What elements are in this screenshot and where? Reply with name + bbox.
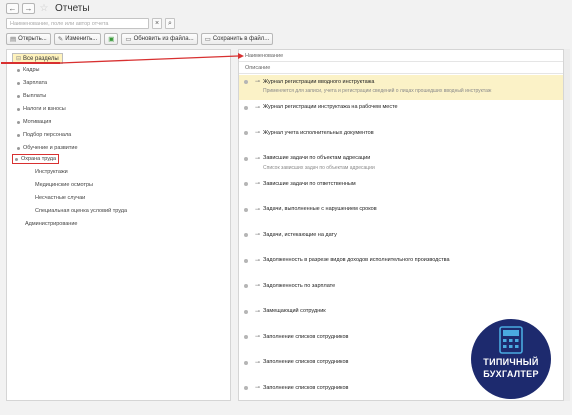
save-to-file-label: Сохранить в файл... <box>212 36 270 42</box>
row-marker-icon <box>244 80 248 84</box>
tree-item-label: Мотивация <box>23 119 52 125</box>
back-arrow-icon: ← <box>8 4 17 13</box>
save-icon-button[interactable] <box>104 33 118 45</box>
report-title <box>255 333 348 340</box>
bullet-icon <box>17 134 20 137</box>
report-title <box>255 180 356 187</box>
report-title <box>255 104 398 111</box>
row-marker-icon <box>244 182 248 186</box>
report-title-text: Задолженность в разрезе видов доходов исполнительного производства <box>263 257 450 263</box>
tree-item-label: Специальная оценка условий труда <box>35 208 128 214</box>
report-row[interactable] <box>239 228 564 253</box>
report-title-text: Журнал учета исполнительных документов <box>263 129 374 136</box>
tree-item-label: Обучение и развитие <box>23 145 78 151</box>
forward-arrow-icon: → <box>24 4 33 13</box>
report-title <box>255 282 335 289</box>
tree-item-spec-ocenka[interactable] <box>35 206 127 216</box>
edit-button-label: Изменить... <box>65 36 98 42</box>
tree-item-administrirovanie[interactable] <box>25 219 77 229</box>
tree-item-instruktazhi[interactable] <box>35 167 68 177</box>
tree-item-label: Кадры <box>23 67 40 73</box>
sections-tree-panel <box>6 49 231 401</box>
bullet-icon <box>17 108 20 111</box>
report-title <box>255 231 337 238</box>
report-title <box>255 78 374 85</box>
report-row[interactable] <box>239 254 564 279</box>
column-header-description[interactable]: Описание <box>239 62 564 74</box>
toolbar <box>6 33 273 45</box>
row-marker-icon <box>244 259 248 263</box>
column-header-name[interactable]: Наименование <box>239 50 564 62</box>
report-icon: ⊸ <box>255 283 261 289</box>
report-title <box>255 129 374 136</box>
tree-item-label: Несчастные случаи <box>35 195 86 201</box>
tree-item-label: Охрана труда <box>21 156 57 162</box>
open-button[interactable] <box>6 33 51 45</box>
close-icon: × <box>154 20 160 27</box>
bullet-icon <box>17 95 20 98</box>
row-marker-icon <box>244 131 248 135</box>
search-icon: ⌕ <box>168 19 172 27</box>
tree-item-label: Зарплата <box>23 80 48 86</box>
row-marker-icon <box>244 106 248 110</box>
report-title <box>255 155 370 162</box>
report-title <box>255 384 348 391</box>
row-marker-icon <box>244 386 248 390</box>
row-marker-icon <box>244 208 248 212</box>
report-title <box>255 308 326 315</box>
report-row[interactable] <box>239 152 564 177</box>
tree-item-obuchenie[interactable] <box>17 143 78 153</box>
badge-line1: ТИПИЧНЫЙ <box>483 357 539 367</box>
bullet-icon <box>17 69 20 72</box>
report-title-text: Журнал регистрации инструктажа на рабочем месте <box>263 104 398 110</box>
badge-line2: БУХГАЛТЕР <box>483 369 539 379</box>
report-row[interactable] <box>239 75 564 100</box>
document-icon: ▤ <box>10 36 17 43</box>
report-row[interactable] <box>239 203 564 228</box>
report-icon: ⊸ <box>255 155 261 162</box>
bullet-icon <box>17 121 20 124</box>
back-button[interactable] <box>6 3 19 14</box>
report-title-text: Заполнение списков сотрудников <box>263 359 349 365</box>
report-icon: ⊸ <box>255 104 261 111</box>
tree-item-label: Медицинские осмотры <box>35 182 93 188</box>
search-button[interactable] <box>165 18 175 29</box>
search-row <box>6 18 175 29</box>
report-icon: ⊸ <box>255 79 261 85</box>
favorite-star-icon[interactable]: ☆ <box>39 3 49 14</box>
report-title <box>255 206 377 213</box>
search-clear-button[interactable] <box>152 18 162 29</box>
tree-item-label: Администрирование <box>25 221 78 227</box>
tree-item-podbor[interactable] <box>17 130 71 140</box>
tree-item-label: Инструктажи <box>35 169 68 175</box>
save-to-file-button[interactable] <box>201 33 274 45</box>
underline-all-sections <box>1 62 60 64</box>
report-icon: ⊸ <box>255 232 261 238</box>
report-icon: ⊸ <box>255 257 261 264</box>
window-title: Отчеты <box>55 3 90 14</box>
report-title <box>255 257 450 264</box>
update-from-file-button[interactable] <box>121 33 197 45</box>
disk-icon: ▭ <box>204 36 211 43</box>
report-title-text: Задолженность по зарплате <box>263 282 336 289</box>
forward-button[interactable] <box>22 3 35 14</box>
report-description: Список зависших задач по объектам адресации <box>263 164 375 171</box>
tree-item-motivaciya[interactable] <box>17 117 51 127</box>
vertical-scrollbar[interactable] <box>564 49 570 401</box>
report-title-text: Зависшие задачи по объектам адресации <box>263 155 371 161</box>
report-icon: ⊸ <box>255 206 261 213</box>
row-marker-icon <box>244 361 248 365</box>
expand-icon: ⊟ <box>16 56 22 62</box>
row-marker-icon <box>244 310 248 314</box>
report-row[interactable] <box>239 126 564 151</box>
tree-item-nalogi[interactable] <box>17 104 66 114</box>
bullet-icon <box>17 82 20 85</box>
report-row[interactable] <box>239 279 564 304</box>
search-input[interactable]: Наименование, поле или автор отчета <box>6 18 149 29</box>
report-title-text: Задачи, истекающие на дату <box>263 231 337 238</box>
row-marker-icon <box>244 233 248 237</box>
tree-item-label: Выплаты <box>23 93 47 99</box>
report-title-text: Заполнение списков сотрудников <box>263 333 349 340</box>
tree-item-label: Подбор персонала <box>23 132 72 138</box>
row-marker-icon <box>244 157 248 161</box>
row-marker-icon <box>244 335 248 339</box>
tree-item-vyplaty[interactable] <box>17 91 46 101</box>
open-button-label: Открыть... <box>18 36 47 42</box>
report-icon: ⊸ <box>255 334 261 340</box>
tree-root-label: Все разделы <box>23 55 59 62</box>
tree-item-label: Налоги и взносы <box>23 106 66 112</box>
report-icon: ⊸ <box>255 181 261 187</box>
tree-item-kadry[interactable] <box>17 65 39 75</box>
report-title-text: Замещающий сотрудник <box>263 308 326 314</box>
report-description: Применяется для записи, учета и регистрации сведений о лицах прошедших вводный инструктаж <box>263 88 492 94</box>
title-bar <box>0 0 572 17</box>
report-title-text: Задачи, выполненные с нарушением сроков <box>263 206 377 212</box>
report-title <box>255 359 348 366</box>
floppy-icon: ▣ <box>108 36 115 43</box>
row-marker-icon <box>244 284 248 288</box>
report-row[interactable] <box>239 177 564 202</box>
tree-item-ohrana-truda[interactable] <box>12 154 59 164</box>
report-icon: ⊸ <box>255 130 261 136</box>
report-title-text: Журнал регистрации вводного инструктажа <box>263 78 375 85</box>
tree-item-medosmotry[interactable] <box>35 180 93 190</box>
pencil-icon: ✎ <box>57 36 64 43</box>
tree-item-zarplata[interactable] <box>17 78 47 88</box>
bullet-icon <box>17 147 20 150</box>
folder-open-icon: ▭ <box>125 36 132 43</box>
report-icon: ⊸ <box>255 359 261 366</box>
report-title-text: Заполнение списков сотрудников <box>263 384 349 391</box>
report-row[interactable] <box>239 101 564 126</box>
update-from-file-label: Обновить из файла... <box>133 36 194 42</box>
tree-item-neschastnye-sluchai[interactable] <box>35 193 85 203</box>
report-icon: ⊸ <box>255 308 261 315</box>
edit-button[interactable] <box>54 33 102 45</box>
report-title-text: Зависшие задачи по ответственным <box>263 180 356 187</box>
report-icon: ⊸ <box>255 385 261 391</box>
bullet-icon <box>15 158 18 161</box>
